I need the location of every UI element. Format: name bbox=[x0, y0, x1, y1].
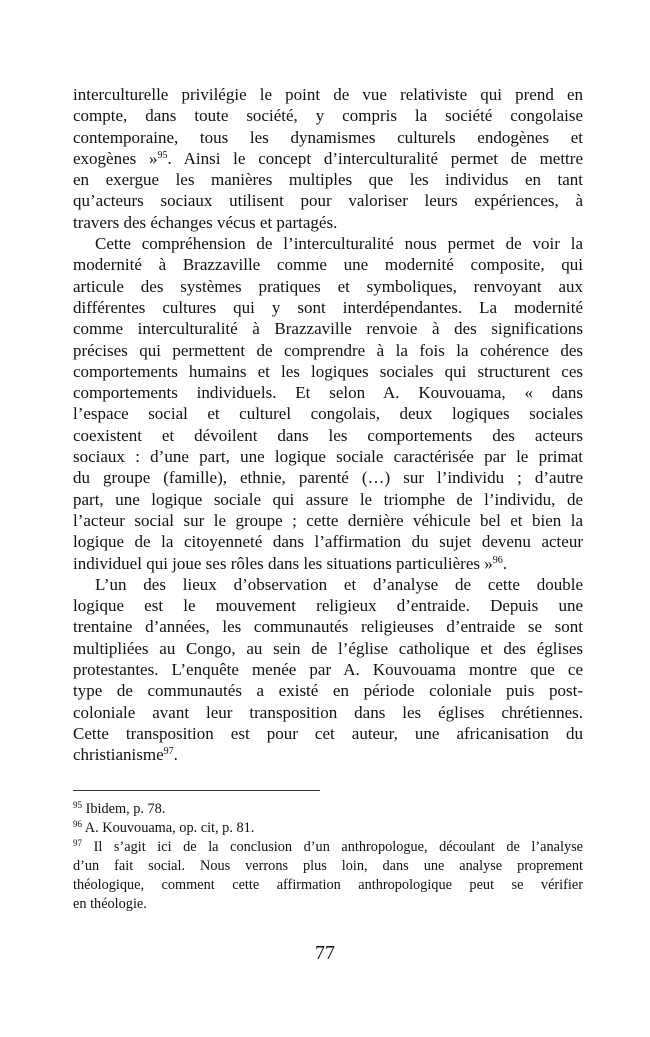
paragraph bbox=[73, 233, 583, 574]
text-line bbox=[73, 318, 583, 339]
line-text: part, une logique sociale qui assure le triomphe de l’individu, de bbox=[73, 489, 583, 509]
text-line bbox=[73, 744, 583, 765]
text-line bbox=[73, 276, 583, 297]
text-line bbox=[73, 382, 583, 403]
line-text-tail: . bbox=[502, 553, 507, 573]
text-line bbox=[73, 84, 583, 105]
footnote-number: 97 bbox=[73, 838, 82, 848]
line-text: l’espace social et culturel congolais, deux logiques sociales bbox=[73, 404, 583, 424]
line-text: Cette transposition est pour cet auteur, une africanisation du bbox=[73, 723, 583, 743]
line-text: protestantes. L’enquête menée par A. Kouvouama montre que ce bbox=[73, 660, 583, 680]
line-text: différentes cultures qui y sont interdépendantes. La modernité bbox=[73, 297, 583, 317]
text-line bbox=[73, 680, 583, 701]
footnote-text: en théologie. bbox=[73, 896, 147, 912]
footnote-text: d’un fait social. Nous verrons plus loin, dans une analyse proprement bbox=[73, 858, 583, 874]
line-text: articule des systèmes pratiques et symboliques, renvoyant aux bbox=[73, 276, 583, 296]
text-line bbox=[73, 105, 583, 126]
text-line bbox=[73, 574, 583, 595]
footnote-separator bbox=[73, 790, 320, 791]
footnotes bbox=[73, 800, 583, 914]
footnote-line bbox=[73, 800, 583, 819]
text-line bbox=[73, 361, 583, 382]
text-line bbox=[73, 148, 583, 169]
line-text: compte, dans toute société, y compris la société congolaise bbox=[73, 106, 583, 126]
footnote-text: théologique, comment cette affirmation anthropologique peut se vérifier bbox=[73, 877, 583, 893]
body-text bbox=[73, 84, 583, 766]
footnote-number: 96 bbox=[73, 819, 82, 829]
footnote-text: Il s’agit ici de la conclusion d’un anthropologue, découlant de l’analyse bbox=[93, 839, 583, 855]
line-text-tail: . Ainsi le concept d’interculturalité permet de mettre bbox=[167, 148, 583, 168]
line-text: type de communautés a existé en période coloniale puis post- bbox=[73, 681, 583, 701]
text-line bbox=[73, 212, 583, 233]
footnote bbox=[73, 819, 583, 838]
text-line bbox=[73, 233, 583, 254]
text-line bbox=[73, 127, 583, 148]
text-line bbox=[73, 297, 583, 318]
text-line bbox=[73, 446, 583, 467]
footnote-number: 95 bbox=[73, 800, 82, 810]
line-text: logique est le mouvement religieux d’entraide. Depuis une bbox=[73, 596, 583, 616]
footnote-line bbox=[73, 876, 583, 895]
line-text: logique de la citoyenneté dans l’affirmation du sujet devenu acteur bbox=[73, 532, 583, 552]
text-line bbox=[73, 190, 583, 211]
line-text: comportements individuels. Et selon A. Kouvouama, « dans bbox=[73, 383, 583, 403]
text-line bbox=[73, 169, 583, 190]
line-text: l’acteur social sur le groupe ; cette dernière véhicule bel et bien la bbox=[73, 510, 583, 530]
footnote-text: Ibidem, p. 78. bbox=[85, 801, 166, 817]
footnote bbox=[73, 800, 583, 819]
footnote-reference: 95 bbox=[157, 149, 168, 161]
line-text: individuel qui joue ses rôles dans les situations particulières » bbox=[73, 553, 493, 573]
footnote-line bbox=[73, 895, 583, 914]
text-line bbox=[73, 553, 583, 574]
line-text: coloniale avant leur transposition dans les églises chrétiennes. bbox=[73, 702, 583, 722]
line-text-tail: . bbox=[173, 745, 178, 765]
footnote-line bbox=[73, 819, 583, 838]
line-text: en exergue les manières multiples que les individus en tant bbox=[73, 170, 583, 190]
text-line bbox=[73, 467, 583, 488]
footnote-line bbox=[73, 838, 583, 857]
line-text: L’un des lieux d’observation et d’analyse de cette double bbox=[95, 574, 583, 594]
footnote-reference: 96 bbox=[492, 554, 503, 566]
footnote-text: A. Kouvouama, op. cit, p. 81. bbox=[84, 820, 255, 836]
line-text: exogènes » bbox=[73, 148, 158, 168]
paragraph bbox=[73, 574, 583, 766]
text-line bbox=[73, 659, 583, 680]
line-text: multipliées au Congo, au sein de l’église catholique et des églises bbox=[73, 638, 583, 658]
text-line bbox=[73, 425, 583, 446]
line-text: qu’acteurs sociaux utilisent pour valoriser leurs expériences, à bbox=[73, 191, 583, 211]
text-line bbox=[73, 340, 583, 361]
line-text: sociaux : d’une part, une logique sociale caractérisée par le primat bbox=[73, 447, 583, 467]
line-text: travers des échanges vécus et partagés. bbox=[73, 212, 338, 232]
line-text: précises qui permettent de comprendre à la fois la cohérence des bbox=[73, 340, 583, 360]
text-line bbox=[73, 638, 583, 659]
line-text: contemporaine, tous les dynamismes culturels endogènes et bbox=[73, 127, 583, 147]
text-line bbox=[73, 616, 583, 637]
text-line bbox=[73, 723, 583, 744]
footnote bbox=[73, 838, 583, 914]
line-text: coexistent et dévoilent dans les comportements des acteurs bbox=[73, 425, 583, 445]
text-line bbox=[73, 254, 583, 275]
text-line bbox=[73, 403, 583, 424]
text-line bbox=[73, 702, 583, 723]
line-text: comportements humains et les logiques sociales qui structurent ces bbox=[73, 361, 583, 381]
text-line bbox=[73, 595, 583, 616]
footnote-reference: 97 bbox=[163, 746, 174, 758]
page-number: 77 bbox=[315, 942, 335, 964]
line-text: Cette compréhension de l’interculturalité nous permet de voir la bbox=[95, 234, 583, 254]
text-line bbox=[73, 510, 583, 531]
text-line bbox=[73, 531, 583, 552]
line-text: interculturelle privilégie le point de vue relativiste qui prend en bbox=[73, 85, 583, 104]
footnote-line bbox=[73, 857, 583, 876]
text-line bbox=[73, 489, 583, 510]
line-text: christianisme bbox=[73, 745, 164, 765]
line-text: modernité à Brazzaville comme une modernité composite, qui bbox=[73, 255, 583, 275]
line-text: trentaine d’années, les communautés religieuses d’entraide se sont bbox=[73, 617, 583, 637]
line-text: du groupe (famille), ethnie, parenté (…) sur l’individu ; d’autre bbox=[73, 468, 583, 488]
paragraph bbox=[73, 84, 583, 233]
line-text: comme interculturalité à Brazzaville renvoie à des significations bbox=[73, 319, 583, 339]
